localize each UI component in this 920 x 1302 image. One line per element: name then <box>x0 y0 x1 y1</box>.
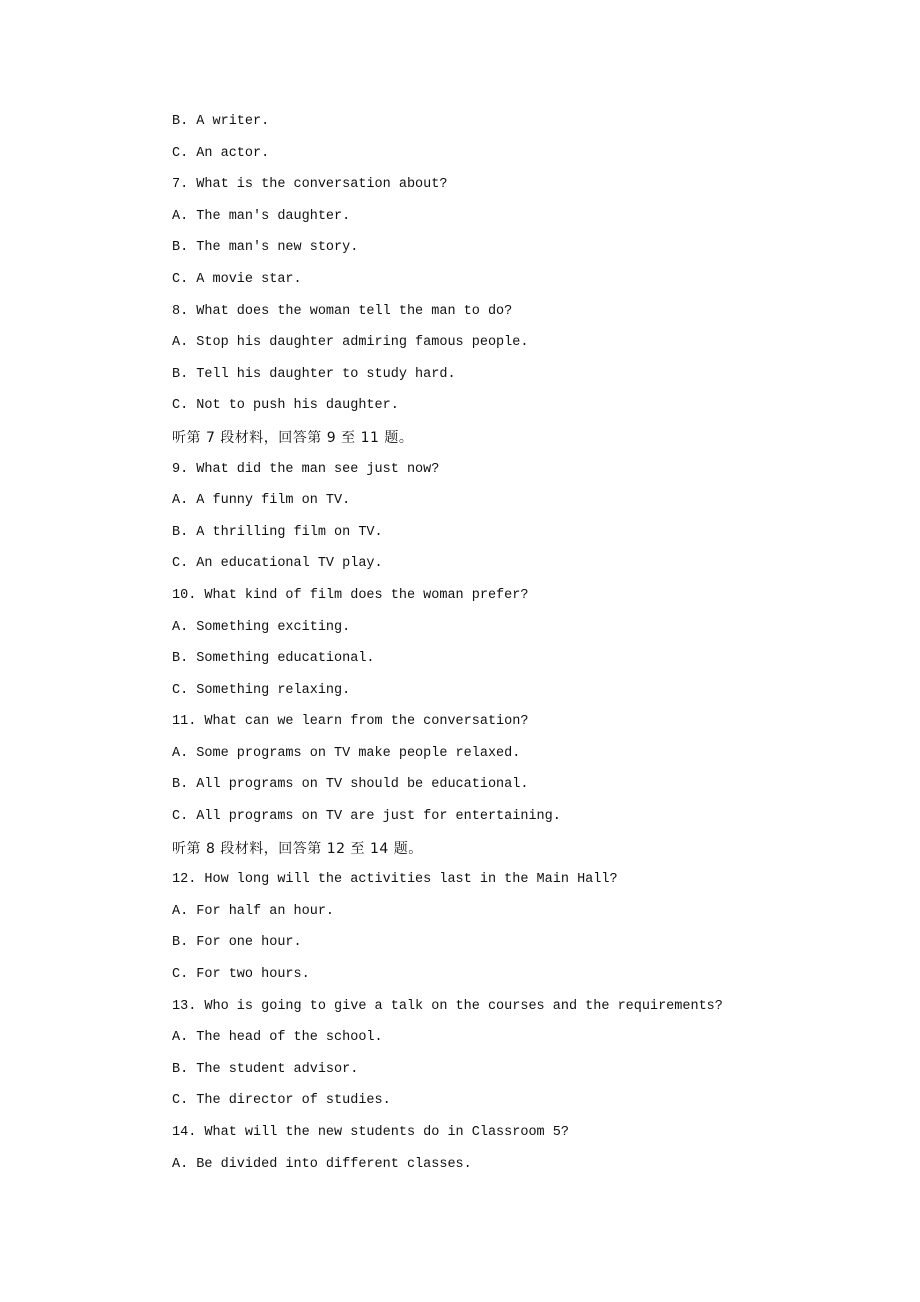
question-text: 11. What can we learn from the conversation? <box>172 714 529 730</box>
answer-option: C. All programs on TV are just for entertaining. <box>172 809 561 825</box>
section-instruction: 听第 7 段材料，回答第 9 至 11 题。 <box>172 429 414 446</box>
answer-option: A. Something exciting. <box>172 619 351 635</box>
answer-option: C. An educational TV play. <box>172 556 383 572</box>
answer-option: B. The student advisor. <box>172 1061 359 1077</box>
question-text: 13. Who is going to give a talk on the courses and the requirements? <box>172 998 723 1014</box>
answer-option: A. Be divided into different classes. <box>172 1156 472 1172</box>
answer-option: A. Stop his daughter admiring famous people. <box>172 335 529 351</box>
answer-option: B. Tell his daughter to study hard. <box>172 366 456 382</box>
answer-option: B. Something educational. <box>172 651 375 667</box>
answer-option: A. Some programs on TV make people relaxed. <box>172 745 521 761</box>
answer-option: B. A writer. <box>172 114 270 129</box>
question-text: 7. What is the conversation about? <box>172 177 448 193</box>
answer-option: C. The director of studies. <box>172 1093 391 1109</box>
answer-option: C. Not to push his daughter. <box>172 398 399 414</box>
answer-option: A. The man's daughter. <box>172 208 351 224</box>
answer-option: A. For half an hour. <box>172 903 335 919</box>
answer-option: C. Something relaxing. <box>172 682 351 698</box>
answer-option: C. For two hours. <box>172 967 310 983</box>
document-body <box>172 112 723 1186</box>
section-instruction: 听第 8 段材料，回答第 12 至 14 题。 <box>172 840 423 857</box>
answer-option: C. An actor. <box>172 145 270 161</box>
question-text: 10. What kind of film does the woman prefer? <box>172 587 529 603</box>
question-text: 9. What did the man see just now? <box>172 461 440 477</box>
answer-option: A. The head of the school. <box>172 1030 383 1046</box>
answer-option: B. All programs on TV should be educational. <box>172 777 529 793</box>
answer-option: A. A funny film on TV. <box>172 493 351 509</box>
answer-option: C. A movie star. <box>172 271 302 287</box>
answer-option: B. For one hour. <box>172 935 302 951</box>
answer-option: B. A thrilling film on TV. <box>172 524 383 540</box>
question-text: 8. What does the woman tell the man to do? <box>172 303 513 319</box>
question-text: 14. What will the new students do in Classroom 5? <box>172 1125 569 1140</box>
answer-option: B. The man's new story. <box>172 240 359 256</box>
question-text: 12. How long will the activities last in the Main Hall? <box>172 872 618 888</box>
